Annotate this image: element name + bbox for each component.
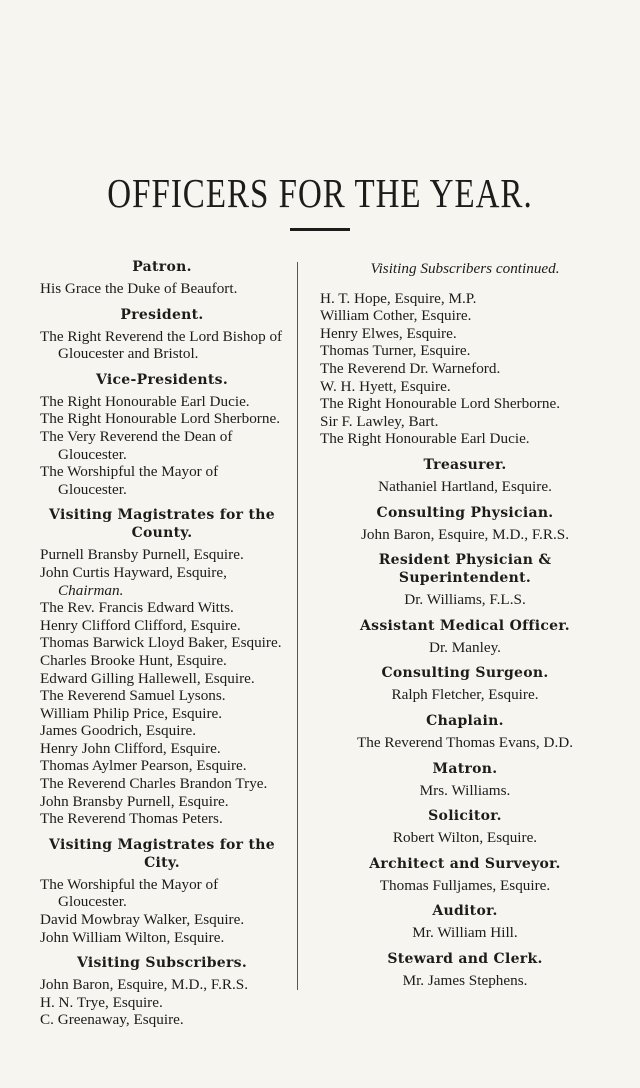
list-item: The Reverend Dr. Warneford. (320, 359, 501, 377)
chairman-role: Chairman. (58, 581, 124, 599)
list-item: Sir F. Lawley, Bart. (320, 412, 439, 430)
section-heading-resident-physician: Resident Physician & Superintendent. (378, 552, 552, 587)
list-item: The Right Honourable Earl Ducie. (40, 392, 250, 410)
section-heading-matron: Matron. (432, 760, 498, 777)
list-item: The Right Honourable Lord Sherborne. (320, 395, 560, 413)
consulting-surgeon-name: Ralph Fletcher, Esquire. (391, 686, 539, 704)
list-item: John William Wilton, Esquire. (40, 928, 225, 946)
chairman-name: John Curtis Hayward, Esquire, (40, 563, 227, 581)
section-heading-assistant-medical-officer: Assistant Medical Officer. (360, 617, 570, 634)
list-item: Henry Clifford Clifford, Esquire. (40, 616, 241, 634)
section-heading-subscribers-continued: Visiting Subscribers continued. (370, 260, 560, 277)
list-item: Edward Gilling Hallewell, Esquire. (40, 669, 255, 687)
list-item (40, 564, 284, 599)
list-item: C. Greenaway, Esquire. (40, 1011, 184, 1029)
list-item: Thomas Aylmer Pearson, Esquire. (40, 757, 247, 775)
section-heading-treasurer: Treasurer. (423, 456, 507, 473)
list-item: Henry Elwes, Esquire. (320, 324, 457, 342)
section-heading-patron: Patron. (132, 259, 192, 275)
left-column (40, 258, 284, 1029)
right-column (320, 258, 610, 989)
list-item: The Right Honourable Earl Ducie. (320, 430, 530, 448)
list-item: The Reverend Charles Brandon Trye. (40, 775, 268, 793)
section-heading-auditor: Auditor. (432, 903, 498, 920)
section-heading-steward-and-clerk: Steward and Clerk. (387, 950, 543, 967)
list-item: William Cother, Esquire. (320, 307, 472, 325)
steward-and-clerk-name: Mr. James Stephens. (402, 971, 528, 989)
city-magistrates-list (40, 876, 284, 946)
list-item: Thomas Barwick Lloyd Baker, Esquire. (40, 634, 282, 652)
solicitor-name: Robert Wilton, Esquire. (392, 829, 538, 847)
list-item: The Worshipful the Mayor of Gloucester. (40, 875, 219, 911)
treasurer-name: Nathaniel Hartland, Esquire. (378, 477, 552, 495)
president-name: The Right Reverend the Lord Bishop of Gloucester and Bristol. (40, 327, 283, 363)
patron-name: His Grace the Duke of Beaufort. (40, 280, 238, 297)
auditor-name: Mr. William Hill. (412, 924, 518, 942)
list-item: William Philip Price, Esquire. (40, 704, 223, 722)
list-item: James Goodrich, Esquire. (40, 722, 197, 740)
section-heading-president: President. (120, 306, 204, 323)
vice-presidents-list (40, 393, 284, 499)
list-item: Thomas Turner, Esquire. (320, 342, 471, 360)
list-item: W. H. Hyett, Esquire. (320, 377, 451, 395)
list-item: The Worshipful the Mayor of Gloucester. (40, 463, 219, 498)
section-heading-architect: Architect and Surveyor. (369, 855, 561, 872)
visiting-subscribers-list (40, 976, 284, 1029)
list-item: H. N. Trye, Esquire. (40, 993, 163, 1011)
matron-name: Mrs. Williams. (419, 781, 511, 799)
resident-physician-name: Dr. Williams, F.L.S. (404, 591, 526, 609)
list-item: David Mowbray Walker, Esquire. (40, 911, 245, 929)
page-title: OFFICERS FOR THE YEAR. (107, 172, 533, 217)
section-heading-chaplain: Chaplain. (426, 712, 504, 729)
section-heading-consulting-physician: Consulting Physician. (376, 504, 554, 521)
section-heading-county-magistrates: Visiting Magistrates for the County. (49, 507, 275, 542)
list-item: The Very Reverend the Dean of Gloucester. (40, 427, 233, 463)
list-item: The Reverend Samuel Lysons. (40, 687, 226, 705)
list-item: The Rev. Francis Edward Witts. (40, 599, 234, 617)
list-item: John Bransby Purnell, Esquire. (40, 792, 229, 810)
architect-name: Thomas Fulljames, Esquire. (379, 876, 551, 894)
chaplain-name: The Reverend Thomas Evans, D.D. (356, 733, 574, 751)
list-item: Charles Brooke Hunt, Esquire. (40, 651, 227, 669)
list-item: The Reverend Thomas Peters. (40, 810, 223, 828)
section-heading-consulting-surgeon: Consulting Surgeon. (381, 665, 549, 682)
title-rule (290, 228, 350, 231)
list-item: John Baron, Esquire, M.D., F.R.S. (40, 976, 249, 994)
section-heading-visiting-subscribers: Visiting Subscribers. (76, 955, 248, 972)
list-item: Henry John Clifford, Esquire. (40, 739, 221, 757)
section-heading-solicitor: Solicitor. (428, 808, 502, 825)
section-heading-vice-presidents: Vice-Presidents. (95, 371, 229, 388)
list-item: H. T. Hope, Esquire, M.P. (320, 289, 477, 307)
consulting-physician-name: John Baron, Esquire, M.D., F.R.S. (360, 525, 570, 543)
subscribers-continued-list (320, 290, 610, 448)
county-magistrates-list (40, 546, 284, 828)
assistant-medical-officer-name: Dr. Manley. (429, 638, 501, 656)
list-item: Purnell Bransby Purnell, Esquire. (40, 546, 244, 564)
list-item: The Right Honourable Lord Sherborne. (40, 410, 280, 428)
section-heading-city-magistrates: Visiting Magistrates for the City. (49, 836, 275, 871)
column-divider (297, 262, 298, 990)
